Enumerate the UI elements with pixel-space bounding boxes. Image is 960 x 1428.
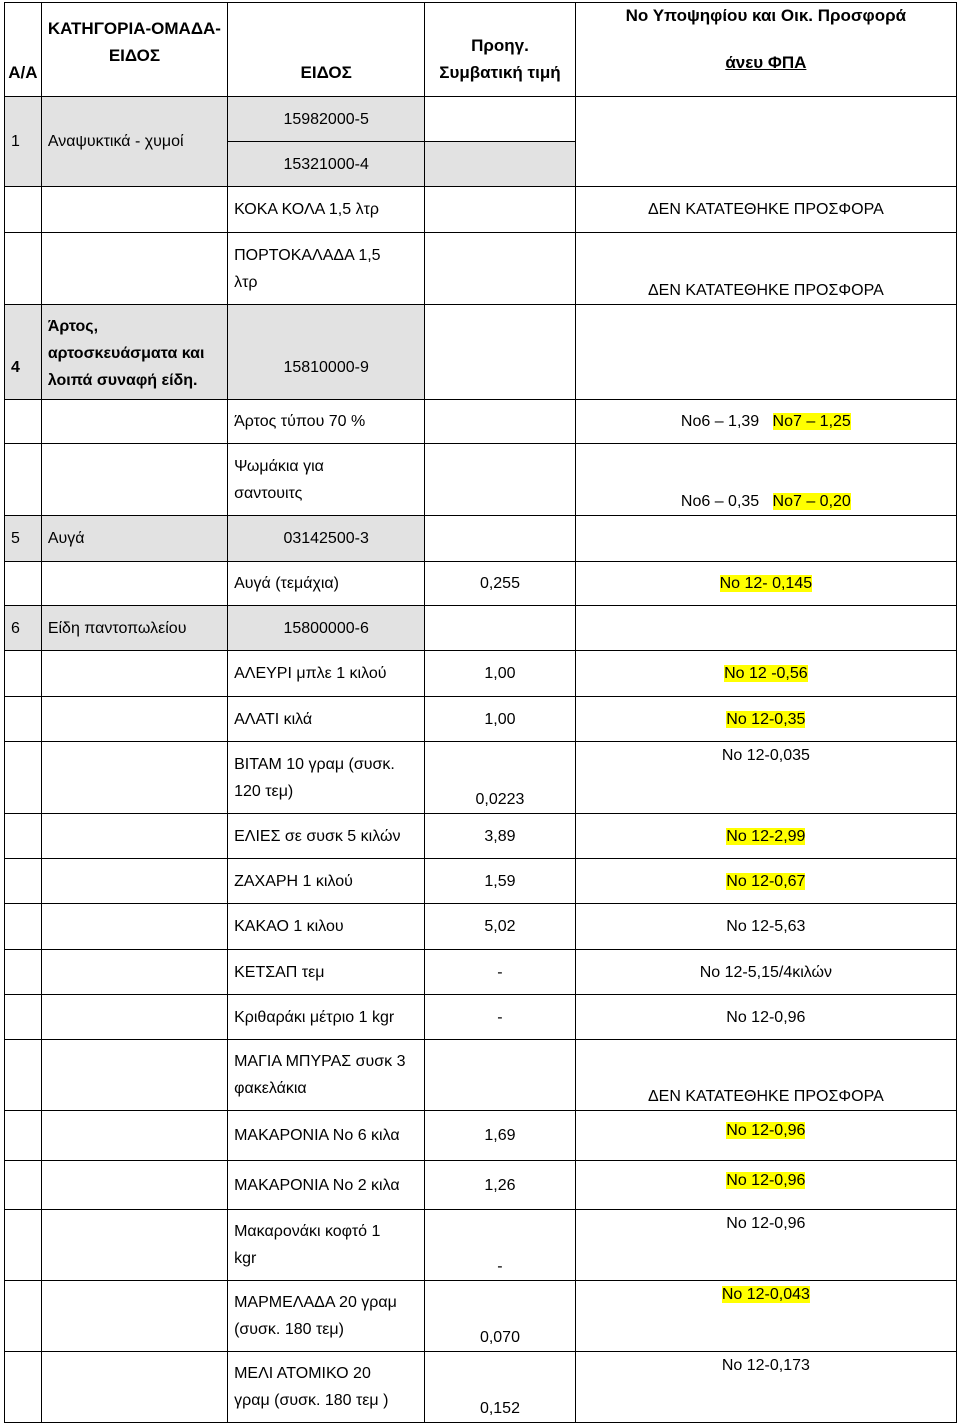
item-offer: Νο 12-0,96 [575,1161,956,1210]
item-name: ΒΙΤΑΜ 10 γραμ (συσκ. 120 τεμ) [228,742,425,814]
table-row [5,697,957,742]
group-category: Αυγά [41,516,227,562]
item-name: ΜΑΡΜΕΛΑΔΑ 20 γραμ (συσκ. 180 τεμ) [228,1281,425,1352]
header-offer: Νο Υποψηφίου και Οικ. Προσφορά άνευ ΦΠΑ [575,3,956,97]
item-offer: Νο 12-5,63 [575,904,956,950]
item-name: ΠΟΡΤΟΚΑΛΑΔΑ 1,5 λτρ [228,233,425,305]
item-name: ΑΛΑΤΙ κιλά [228,697,425,742]
table-row [5,1161,957,1210]
group-code: 15800000-6 [228,606,425,651]
item-offer: Νο 12-0,96 [575,995,956,1040]
group-code: 15321000-4 [228,142,425,187]
item-name: ΑΛΕΥΡΙ μπλε 1 κιλού [228,651,425,697]
header-item: ΕΙΔΟΣ [228,3,425,97]
table-row [5,1040,957,1111]
item-offer: Νο 12- 0,145 [575,562,956,606]
table-row [5,562,957,606]
item-name: ΜΑΚΑΡΟΝΙΑ Νο 6 κιλα [228,1111,425,1161]
item-price: 0,152 [425,1352,576,1423]
table-row [5,233,957,305]
item-name: ΚΟΚΑ ΚΟΛΑ 1,5 λτρ [228,187,425,233]
item-offer: Νο 12-0,96 [575,1111,956,1161]
item-offer: Νο 12 -0,56 [575,651,956,697]
table-row [5,1210,957,1281]
group-row [5,516,957,562]
item-name: ΕΛΙΕΣ σε συσκ 5 κιλών [228,814,425,859]
group-category: Είδη παντοπωλείου [41,606,227,651]
item-price: 1,26 [425,1161,576,1210]
group-aa: 4 [5,305,42,400]
item-price: 0,0223 [425,742,576,814]
item-price: 3,89 [425,814,576,859]
item-name: ΖΑΧΑΡΗ 1 κιλού [228,859,425,904]
item-price: - [425,950,576,995]
item-offer: ΔΕΝ ΚΑΤΑΤΕΘΗΚΕ ΠΡΟΣΦΟΡΑ [575,233,956,305]
item-price: - [425,995,576,1040]
item-offer: ΔΕΝ ΚΑΤΑΤΕΘΗΚΕ ΠΡΟΣΦΟΡΑ [575,1040,956,1111]
item-name: Αυγά (τεμάχια) [228,562,425,606]
item-offer: Νο 12-0,35 [575,697,956,742]
table-row [5,814,957,859]
header-price: Προηγ. Συμβατική τιμή [425,3,576,97]
item-name: ΚΑΚΑΟ 1 κιλου [228,904,425,950]
item-price: 5,02 [425,904,576,950]
item-name: ΜΑΚΑΡΟΝΙΑ Νο 2 κιλα [228,1161,425,1210]
item-offer: Νο6 – 1,39 Νο7 – 1,25 [575,400,956,444]
item-price: 1,00 [425,651,576,697]
item-offer: Νο 12-0,96 [575,1210,956,1281]
table-row [5,742,957,814]
group-category: Αναψυκτικά - χυμοί [41,97,227,187]
item-name: ΜΑΓΙΑ ΜΠΥΡΑΣ συσκ 3 φακελάκια [228,1040,425,1111]
group-row [5,97,957,142]
item-offer: Νο 12-5,15/4κιλών [575,950,956,995]
table-row [5,400,957,444]
group-aa: 6 [5,606,42,651]
table-row [5,187,957,233]
item-name: Μακαρονάκι κοφτό 1 kgr [228,1210,425,1281]
group-row [5,305,957,400]
table-row [5,995,957,1040]
group-aa: 5 [5,516,42,562]
group-aa: 1 [5,97,42,187]
group-row [5,606,957,651]
item-name: Ψωμάκια για σαντουιτς [228,444,425,516]
item-offer: Νο 12-0,043 [575,1281,956,1352]
header-row [5,3,957,97]
item-name: Κριθαράκι μέτριο 1 kgr [228,995,425,1040]
table-row [5,1281,957,1352]
item-offer: Νο 12-0,035 [575,742,956,814]
item-price: 1,69 [425,1111,576,1161]
header-aa: Α/Α [5,3,42,97]
table-row [5,1352,957,1423]
table-row [5,651,957,697]
table-row [5,904,957,950]
item-offer: Νο 12-2,99 [575,814,956,859]
group-code: 15810000-9 [228,305,425,400]
item-price: 1,00 [425,697,576,742]
item-offer: Νο 12-0,173 [575,1352,956,1423]
table-row [5,950,957,995]
item-offer: Νο6 – 0,35 Νο7 – 0,20 [575,444,956,516]
group-code: 15982000-5 [228,97,425,142]
item-price: 0,255 [425,562,576,606]
table-row [5,1111,957,1161]
item-name: ΚΕΤΣΑΠ τεμ [228,950,425,995]
item-name: Άρτος τύπου 70 % [228,400,425,444]
item-offer: Νο 12-0,67 [575,859,956,904]
item-price: 1,59 [425,859,576,904]
item-price: - [425,1210,576,1281]
group-code: 03142500-3 [228,516,425,562]
offers-table [4,2,957,1423]
item-offer: ΔΕΝ ΚΑΤΑΤΕΘΗΚΕ ΠΡΟΣΦΟΡΑ [575,187,956,233]
item-name: ΜΕΛΙ ΑΤΟΜΙΚΟ 20 γραμ (συσκ. 180 τεμ ) [228,1352,425,1423]
table-row [5,859,957,904]
item-price: 0,070 [425,1281,576,1352]
table-row [5,444,957,516]
group-category: Άρτος, αρτοσκευάσματα και λοιπά συναφή είδη. [41,305,227,400]
header-category: ΚΑΤΗΓΟΡΙΑ-ΟΜΑΔΑ- ΕΙΔΟΣ [41,3,227,97]
